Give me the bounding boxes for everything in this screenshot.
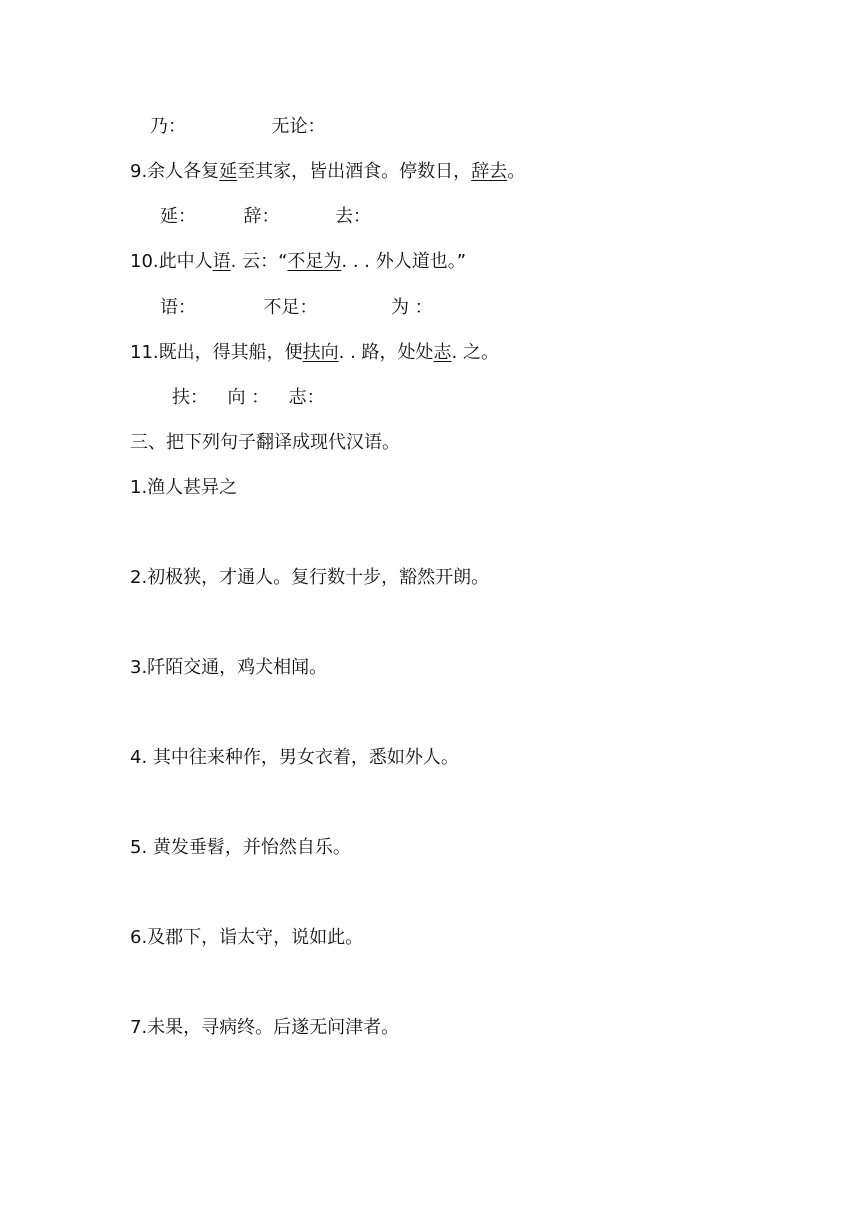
q10-underlined-buzuwei: 不足为 bbox=[287, 251, 342, 272]
question-9 bbox=[130, 160, 525, 184]
q11-underlined-fuxiang: 扶向 bbox=[302, 342, 339, 363]
q11-text-2: . . 路，处处 bbox=[338, 342, 434, 363]
term-wulun: 无论： bbox=[271, 116, 326, 137]
translate-item-7: 7.未果，寻病终。后遂无问津者。 bbox=[130, 1017, 400, 1038]
translate-item-2: 2.初极狭，才通人。复行数十步，豁然开朗。 bbox=[130, 567, 490, 588]
translate-item-4: 4. 其中往来种作，男女衣着，悉如外人。 bbox=[130, 747, 459, 768]
q10-text-1: 10.此中人 bbox=[130, 251, 213, 272]
term-qu: 去： bbox=[334, 206, 371, 227]
term-yu: 语： bbox=[160, 297, 196, 318]
translate-item-1: 1.渔人甚异之 bbox=[130, 477, 238, 498]
term-zhi: 志： bbox=[288, 387, 325, 408]
section-3-heading: 三、把下列句子翻译成现代汉语。 bbox=[130, 432, 400, 453]
translate-item-5: 5. 黄发垂髫，并怡然自乐。 bbox=[130, 837, 351, 858]
q11-terms bbox=[172, 386, 325, 410]
term-buzu: 不足： bbox=[263, 297, 318, 318]
term-ci: 辞： bbox=[243, 206, 280, 227]
q11-text-3: . 之。 bbox=[451, 342, 499, 363]
term-wei: 为 ： bbox=[390, 297, 433, 318]
q9-text-1: 9.余人各复 bbox=[130, 161, 220, 182]
term-fu: 扶： bbox=[172, 387, 208, 408]
q9-terms bbox=[160, 205, 371, 229]
q9-text-3: 。 bbox=[507, 161, 526, 182]
q9-text-2: 至其家，皆出酒食。停数日， bbox=[237, 161, 472, 182]
translate-item-3: 3.阡陌交通，鸡犬相闻。 bbox=[130, 657, 328, 678]
q11-text-1: 11.既出，得其船，便 bbox=[130, 342, 303, 363]
q10-text-2: . 云：“ bbox=[230, 251, 288, 272]
translate-item-6: 6.及郡下，诣太守，说如此。 bbox=[130, 927, 364, 948]
term-line-1 bbox=[150, 115, 325, 139]
q10-terms bbox=[160, 296, 433, 320]
question-10 bbox=[130, 250, 466, 274]
term-yan: 延： bbox=[160, 206, 196, 227]
q11-underlined-zhi: 志 bbox=[433, 342, 452, 363]
q9-underlined-yan: 延 bbox=[219, 161, 238, 182]
question-11 bbox=[130, 341, 499, 365]
term-xiang: 向 ： bbox=[227, 387, 270, 408]
term-nai: 乃： bbox=[150, 116, 186, 137]
q10-text-3: . . . 外人道也。” bbox=[341, 251, 467, 272]
q9-underlined-ciqu: 辞去 bbox=[471, 161, 508, 182]
q10-underlined-yu: 语 bbox=[212, 251, 231, 272]
